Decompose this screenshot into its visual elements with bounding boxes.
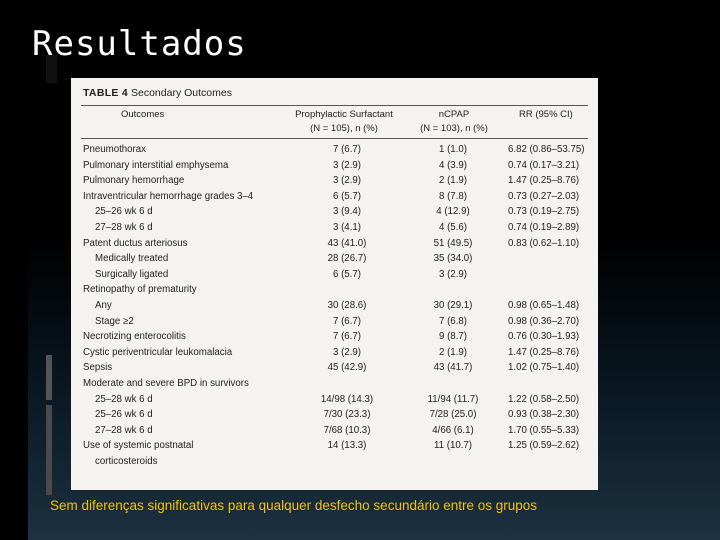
header-ncpap-line2: (N = 103), n (%) [420,123,488,134]
cell-prophylactic-surfactant: 7 (6.7) [333,144,361,155]
header-outcomes: Outcomes [121,109,165,120]
cell-rr: 0.73 (0.19–2.75) [508,206,580,218]
table-row [83,299,588,312]
cell-prophylactic-surfactant: 14/98 (14.3) [320,393,374,405]
header-ps-line2: (N = 105), n (%) [310,123,378,134]
table-image [71,78,598,490]
table-row [83,361,588,374]
cell-rr: 1.70 (0.55–5.33) [508,424,580,436]
cell-outcome: Necrotizing enterocolitis [83,331,186,343]
table-row [83,190,588,203]
table-row [83,237,588,250]
cell-outcome: Intraventricular hemorrhage grades 3–4 [83,190,254,202]
cell-ncpap: 7 (6.8) [439,315,467,327]
cell-prophylactic-surfactant: 3 (4.1) [333,222,361,233]
cell-rr: 6.82 (0.86–53.75) [508,144,585,155]
cell-outcome: Stage ≥2 [95,315,134,327]
table-label: TABLE 4 [83,87,129,99]
cell-ncpap: 30 (29.1) [433,300,473,311]
cell-prophylactic-surfactant: 3 (9.4) [333,206,361,218]
cell-ncpap: 4 (5.6) [439,222,467,233]
cell-prophylactic-surfactant: 6 (5.7) [333,190,361,202]
cell-outcome: 25–26 wk 6 d [95,409,153,421]
cell-rr: 1.22 (0.58–2.50) [508,393,580,405]
cell-ncpap: 1 (1.0) [439,144,467,155]
header-rr: RR (95% CI) [519,109,573,120]
cell-prophylactic-surfactant: 30 (28.6) [327,300,367,311]
cell-ncpap: 4/66 (6.1) [432,424,474,436]
cell-outcome: Pulmonary interstitial emphysema [83,159,229,171]
cell-outcome: Moderate and severe BPD in survivors [83,378,249,389]
cell-rr: 0.93 (0.38–2.30) [508,409,580,421]
header-bottom-rule [81,138,588,139]
cell-outcome: Cystic periventricular leukomalacia [83,346,233,358]
cell-rr: 0.76 (0.30–1.93) [508,331,580,343]
table-row [83,377,588,390]
cell-outcome: Medically treated [95,253,169,265]
table-row [83,439,588,452]
table-row [83,174,588,187]
cell-rr: 1.25 (0.59–2.62) [508,440,580,452]
cell-rr: 0.83 (0.62–1.10) [508,237,580,249]
table-row [83,315,588,328]
cell-prophylactic-surfactant: 7 (6.7) [333,315,361,327]
cell-outcome: 25–28 wk 6 d [95,393,153,405]
cell-outcome: Sepsis [83,362,113,374]
cell-rr: 0.74 (0.19–2.89) [508,222,580,233]
cell-ncpap: 3 (2.9) [439,268,467,280]
table-row [83,283,588,296]
cell-outcome: Pneumothorax [83,144,147,155]
table-row [83,330,588,343]
cell-ncpap: 8 (7.8) [439,190,467,202]
cell-ncpap: 43 (41.7) [433,362,473,374]
table-row [83,424,588,437]
cell-prophylactic-surfactant: 3 (2.9) [333,346,361,358]
cell-outcome: Patent ductus arteriosus [83,237,188,249]
cell-outcome: Surgically ligated [95,268,169,280]
table-row [83,393,588,406]
cell-outcome: Use of systemic postnatal [83,440,194,452]
table-row [83,221,588,234]
cell-ncpap: 35 (34.0) [433,253,473,265]
cell-prophylactic-surfactant: 3 (2.9) [333,175,361,187]
table-row [83,252,588,265]
decor-bar-bottom [46,405,52,495]
cell-rr: 0.73 (0.27–2.03) [508,190,580,202]
table-row [83,205,588,218]
table-row [83,268,588,281]
cell-prophylactic-surfactant: 7/68 (10.3) [323,424,371,436]
cell-prophylactic-surfactant: 7 (6.7) [333,331,361,343]
cell-ncpap: 7/28 (25.0) [429,409,477,421]
table-caption-text: Secondary Outcomes [131,87,232,99]
cell-ncpap: 2 (1.9) [439,346,467,358]
table-row [83,143,588,156]
cell-prophylactic-surfactant: 45 (42.9) [327,362,367,374]
cell-ncpap: 4 (12.9) [436,206,470,218]
table-row [83,408,588,421]
header-ncpap-line1: nCPAP [438,109,470,120]
table-caption [83,87,232,99]
cell-rr: 1.02 (0.75–1.40) [508,362,580,374]
cell-ncpap: 2 (1.9) [439,175,467,187]
cell-rr: 1.47 (0.25–8.76) [508,346,580,358]
cell-outcome: 27–28 wk 6 d [95,222,153,233]
cell-ncpap: 9 (8.7) [439,331,467,343]
header-ps-line1: Prophylactic Surfactant [295,109,393,120]
cell-rr: 0.98 (0.65–1.48) [508,300,580,311]
footer-conclusion: Sem diferenças significativas para qualquer desfecho secundário entre os grupos [50,498,538,513]
cell-outcome: 27–28 wk 6 d [95,424,153,436]
cell-outcome: Pulmonary hemorrhage [83,175,185,187]
cell-prophylactic-surfactant: 7/30 (23.3) [323,409,371,421]
cell-ncpap: 4 (3.9) [439,159,467,171]
cell-prophylactic-surfactant: 6 (5.7) [333,268,361,280]
cell-ncpap: 11/94 (11.7) [427,393,479,405]
cell-prophylactic-surfactant: 43 (41.0) [327,237,367,249]
cell-rr: 1.47 (0.25–8.76) [508,175,580,187]
cell-prophylactic-surfactant: 3 (2.9) [333,159,361,171]
table-row [83,159,588,172]
cell-ncpap: 51 (49.5) [433,237,473,249]
cell-outcome: corticosteroids [95,456,158,467]
cell-prophylactic-surfactant: 28 (26.7) [327,253,367,265]
cell-outcome: Any [95,300,112,311]
table-row [83,455,588,468]
cell-rr: 0.74 (0.17–3.21) [508,159,580,171]
cell-outcome: Retinopathy of prematurity [83,284,197,296]
slide-title: Resultados [32,24,247,64]
cell-outcome: 25–26 wk 6 d [95,206,153,218]
header-top-rule [81,105,588,106]
cell-prophylactic-surfactant: 14 (13.3) [327,440,367,452]
cell-rr: 0.98 (0.36–2.70) [508,315,580,327]
decor-bar-middle [46,355,52,400]
cell-ncpap: 11 (10.7) [433,440,473,452]
table-row [83,346,588,359]
